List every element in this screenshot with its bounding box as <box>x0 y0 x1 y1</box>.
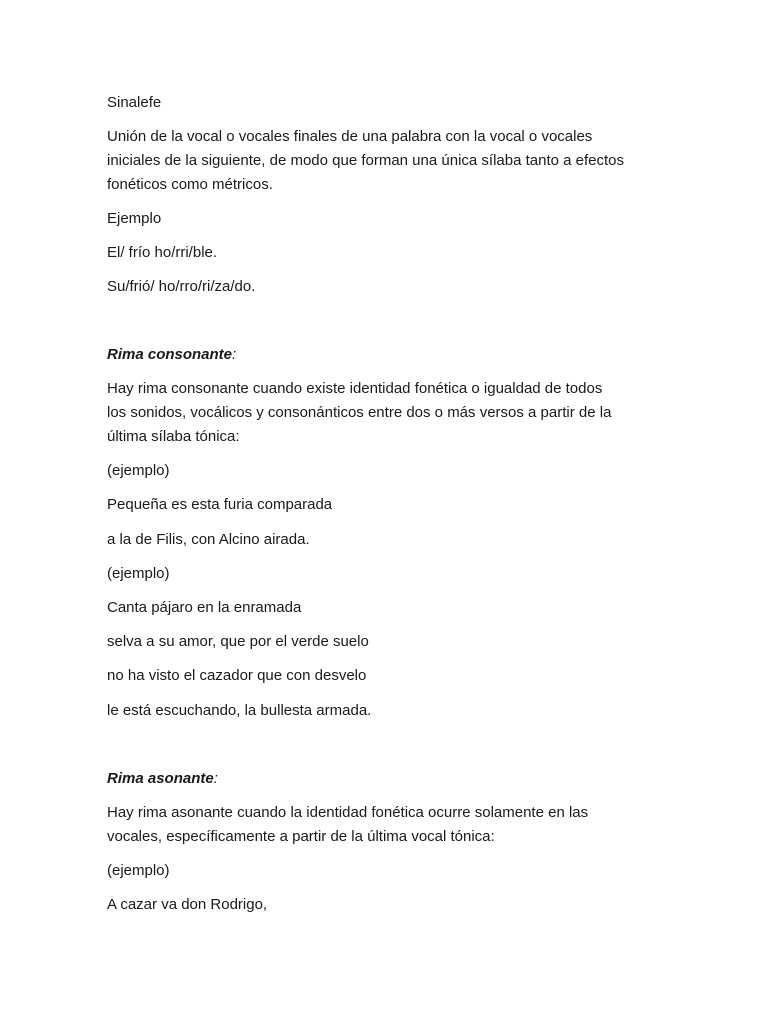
example-line: Su/frió/ ho/rro/ri/za/do. <box>107 278 256 295</box>
verse-line: Canta pájaro en la enramada <box>107 599 302 616</box>
example-label: (ejemplo) <box>107 462 170 479</box>
definition-line: iniciales de la siguiente, de modo que forman una única sílaba tanto a efectos <box>107 152 625 169</box>
definition-line: Hay rima asonante cuando la identidad fonética ocurre solamente en las <box>107 804 589 821</box>
heading-text: Rima consonante <box>107 346 233 363</box>
definition-line: fonéticos como métricos. <box>107 176 273 193</box>
verse-line: a la de Filis, con Alcino airada. <box>107 531 310 548</box>
heading-text: Rima asonante <box>107 770 214 787</box>
section-heading <box>107 769 218 789</box>
example-line: El/ frío ho/rri/ble. <box>107 244 218 261</box>
verse-line: Pequeña es esta furia comparada <box>107 496 333 513</box>
heading-colon: : <box>232 346 237 363</box>
section-heading <box>107 345 236 365</box>
definition-line: Unión de la vocal o vocales finales de una palabra con la vocal o vocales <box>107 128 593 145</box>
verse-line: no ha visto el cazador que con desvelo <box>107 667 367 684</box>
section-title: Sinalefe <box>107 94 162 111</box>
example-label: (ejemplo) <box>107 565 170 582</box>
verse-line: selva a su amor, que por el verde suelo <box>107 633 369 650</box>
definition-line: última sílaba tónica: <box>107 428 240 445</box>
verse-line: A cazar va don Rodrigo, <box>107 896 268 913</box>
definition-line: Hay rima consonante cuando existe identidad fonética o igualdad de todos <box>107 380 603 397</box>
verse-line: le está escuchando, la bullesta armada. <box>107 702 372 719</box>
definition-line: vocales, específicamente a partir de la última vocal tónica: <box>107 828 495 845</box>
heading-colon: : <box>213 770 218 787</box>
example-label: (ejemplo) <box>107 862 170 879</box>
definition-line: los sonidos, vocálicos y consonánticos entre dos o más versos a partir de la <box>107 404 612 421</box>
example-label: Ejemplo <box>107 210 162 227</box>
